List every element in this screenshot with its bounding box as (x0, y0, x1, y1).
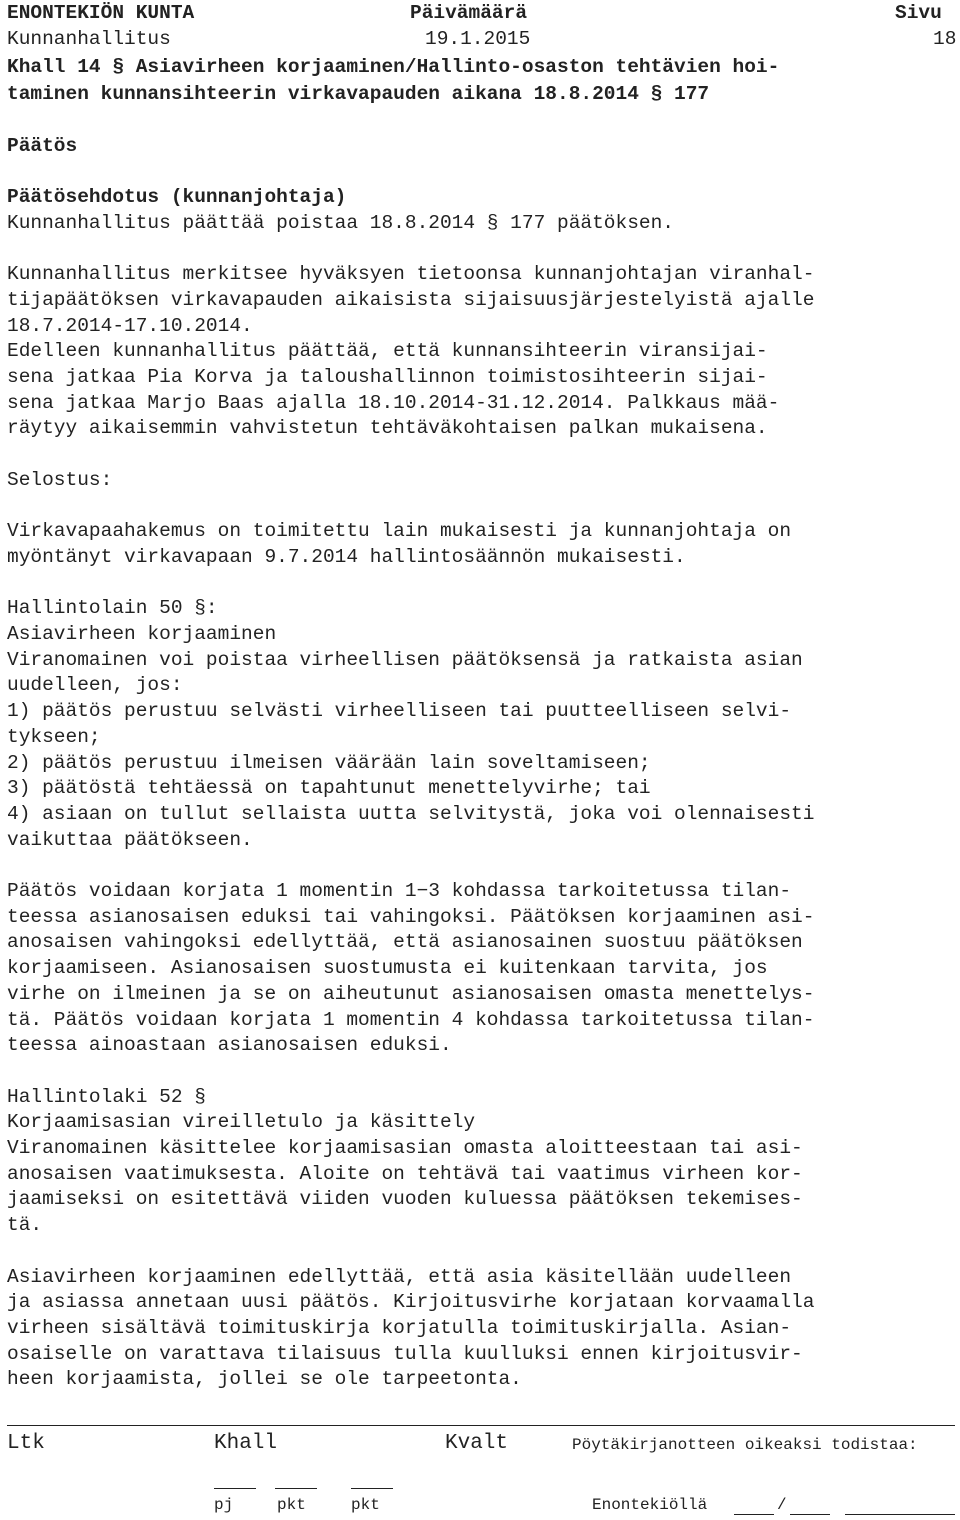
body-name: Kunnanhallitus (7, 28, 171, 50)
text-line: räytyy aikaisemmin vahvistetun tehtäväkohtaisen palkan mukaisena. (7, 417, 768, 440)
text-line: ja asiassa annetaan uusi päätös. Kirjoitusvirhe korjataan korvaamalla (7, 1291, 815, 1314)
proposal-text (7, 211, 955, 442)
text-line: myöntänyt virkavapaan 9.7.2014 hallintosäännön mukaisesti. (7, 545, 686, 568)
footer-kvalt: Kvalt (445, 1432, 509, 1455)
page-header (7, 0, 955, 54)
text-line: sena jatkaa Marjo Baas ajalla 18.10.2014-31.12.2014. Palkkaus mää- (7, 391, 780, 414)
text-line: uudelleen, jos: (7, 674, 183, 697)
text-line: teessa ainoastaan asianosaisen eduksi. (7, 1034, 452, 1057)
text-line: tijapäätöksen virkavapauden aikaisista sijaisuusjärjestelyistä ajalle (7, 288, 815, 311)
title-line: Khall 14 § Asiavirheen korjaaminen/Hallinto-osaston tehtävien hoi- (7, 56, 780, 78)
text-line (7, 236, 955, 262)
text-line: korjaamiseen. Asianosaisen suostumusta ei kuitenkaan tarvita, jos (7, 957, 768, 980)
org-name: ENONTEKIÖN KUNTA (7, 2, 195, 24)
text-line: tykseen; (7, 725, 101, 748)
title-line: taminen kunnansihteerin virkavapauden aikana 18.8.2014 § 177 (7, 83, 710, 105)
law-50-section (7, 596, 955, 853)
text-line: vaikuttaa päätökseen. (7, 828, 253, 851)
text-line: virhe on ilmeinen ja se on aiheutunut asianosaisen omasta menettelys- (7, 982, 815, 1005)
text-line: Kunnanhallitus päättää poistaa 18.8.2014 § 177 päätöksen. (7, 211, 675, 234)
text-line: virheen sisältävä toimituskirja korjatulla toimituskirjalla. Asian- (7, 1316, 792, 1339)
law-50-paragraph (7, 879, 955, 1059)
text-line: anosaisen vaatimuksesta. Aloite on tehtävä tai vaatimus virheen kor- (7, 1162, 803, 1185)
text-line: Asiavirheen korjaaminen edellyttää, että asia käsitellään uudelleen (7, 1265, 792, 1288)
text-line: Virkavapaahakemus on toimitettu lain mukaisesti ja kunnanjohtaja on (7, 520, 792, 543)
text-line: teessa asianosaisen eduksi tai vahingoksi. Päätöksen korjaaminen asi- (7, 905, 815, 928)
page-label: Sivu (895, 2, 942, 24)
page-number: 18 (933, 28, 957, 50)
explanation-heading: Selostus: (7, 468, 113, 491)
text-line: Asiavirheen korjaaminen (7, 622, 277, 645)
text-line: jaamiseksi on esitettävä viiden vuoden kuluessa päätöksen tekemises- (7, 1188, 803, 1211)
text-line: 4) asiaan on tullut sellaista uutta selvitystä, joka voi olennaisesti (7, 802, 815, 825)
text-line: 2) päätös perustuu ilmeisen väärään lain soveltamiseen; (7, 751, 651, 774)
place-label: Enontekiöllä (592, 1496, 708, 1514)
signature-blank (351, 1474, 393, 1489)
text-line: Korjaamisasian vireilletulo ja käsittely (7, 1111, 476, 1134)
meeting-date: 19.1.2015 (425, 28, 531, 50)
proposal-heading: Päätösehdotus (kunnanjohtaja) (7, 186, 347, 209)
date-separator: / (777, 1496, 787, 1514)
text-line: heen korjaamista, jollei se ole tarpeetonta. (7, 1368, 522, 1391)
text-line: tä. Päätös voidaan korjata 1 momentin 4 kohdassa tarkoitetussa tilan- (7, 1008, 815, 1031)
footer-divider (7, 1425, 955, 1426)
text-line: sena jatkaa Pia Korva ja taloushallinnon toimistosihteerin sijai- (7, 366, 768, 388)
signature-blank (275, 1474, 317, 1489)
text-line: Kunnanhallitus merkitsee hyväksyen tietoonsa kunnanjohtajan viranhal- (7, 263, 815, 286)
text-line: Päätös voidaan korjata 1 momentin 1−3 kohdassa tarkoitetussa tilan- (7, 880, 792, 902)
text-line: Hallintolaki 52 § (7, 1085, 206, 1108)
closing-paragraph (7, 1265, 955, 1394)
text-line: 18.7.2014-17.10.2014. (7, 314, 253, 337)
signature-line (845, 1500, 955, 1515)
footer-pkt: pkt (277, 1496, 306, 1514)
certify-label: Pöytäkirjanotteen oikeaksi todistaa: (572, 1436, 918, 1454)
footer-khall: Khall (214, 1432, 278, 1455)
item-title (7, 54, 955, 108)
text-line: Viranomainen voi poistaa virheellisen päätöksensä ja ratkaista asian (7, 648, 803, 671)
date-day-blank (734, 1500, 774, 1515)
text-line: 1) päätös perustuu selvästi virheelliseen tai puutteelliseen selvi- (7, 700, 792, 723)
text-line: 3) päätöstä tehtäessä on tapahtunut menettelyvirhe; tai (7, 777, 651, 800)
page-footer (7, 1430, 955, 1520)
text-line: osaiselle on varattava tilaisuus tulla kuulluksi ennen kirjoitusvir- (7, 1342, 803, 1365)
text-line: Hallintolain 50 §: (7, 597, 218, 620)
text-line: Edelleen kunnanhallitus päättää, että kunnansihteerin viransijai- (7, 340, 768, 363)
footer-pj: pj (214, 1496, 234, 1514)
text-line: tä. (7, 1214, 43, 1237)
decision-heading: Päätös (7, 134, 78, 157)
date-label: Päivämäärä (410, 2, 528, 24)
footer-pkt: pkt (351, 1496, 380, 1514)
signature-blank (214, 1474, 256, 1489)
date-month-blank (790, 1500, 830, 1515)
explanation-text (7, 519, 955, 570)
text-line: Viranomainen käsittelee korjaamisasian omasta aloitteestaan tai asi- (7, 1137, 803, 1160)
footer-ltk: Ltk (7, 1432, 45, 1455)
text-line: anosaisen vahingoksi edellyttää, että asianosainen suostuu päätöksen (7, 931, 803, 954)
law-52-section (7, 1085, 955, 1239)
